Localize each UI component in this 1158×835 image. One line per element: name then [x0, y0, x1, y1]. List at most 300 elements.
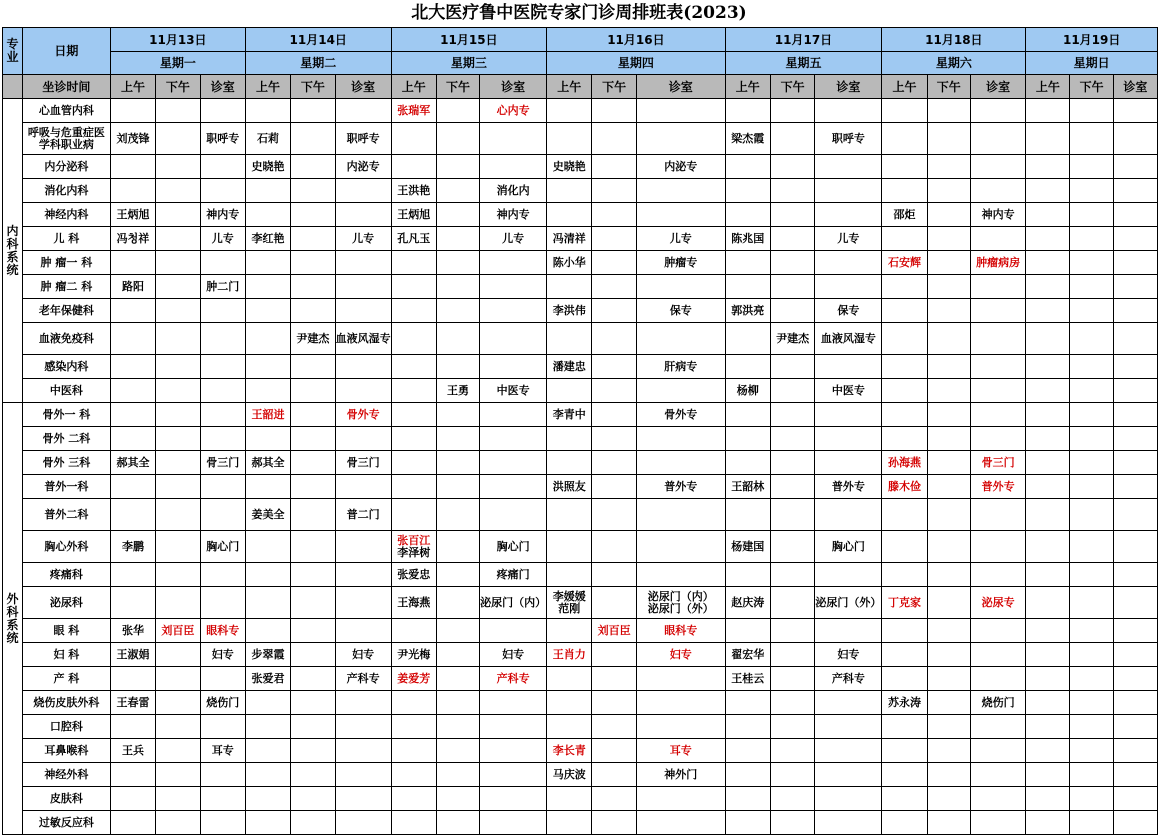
doctor-cell	[927, 179, 970, 203]
doctor-cell	[291, 715, 335, 739]
doctor-cell	[291, 123, 335, 155]
doctor-cell	[592, 451, 636, 475]
clinic-room-cell	[335, 355, 391, 379]
table-row	[3, 451, 1158, 475]
doctor-cell	[436, 691, 479, 715]
clinic-room-cell: 血液风湿专	[335, 323, 391, 355]
clinic-room-cell: 妇专	[815, 643, 882, 667]
clinic-room-cell: 神内专	[200, 203, 245, 227]
doctor-cell	[245, 179, 290, 203]
clinic-room-cell	[200, 99, 245, 123]
doctor-cell	[1026, 563, 1070, 587]
doctor-cell	[547, 451, 592, 475]
clinic-room-cell	[1113, 643, 1157, 667]
doctor-cell	[1070, 715, 1113, 739]
clinic-room-cell	[636, 203, 725, 227]
slot-header-pm: 下午	[770, 75, 814, 99]
table-row	[3, 811, 1158, 835]
doctor-cell	[1026, 811, 1070, 835]
doctor-cell	[156, 251, 200, 275]
clinic-room-cell	[815, 179, 882, 203]
clinic-room-cell	[636, 379, 725, 403]
doctor-cell	[1026, 643, 1070, 667]
doctor-cell: 石莉	[245, 123, 290, 155]
clinic-room-cell	[636, 123, 725, 155]
doctor-cell	[725, 403, 770, 427]
doctor-cell: 尹建杰	[291, 323, 335, 355]
doctor-cell	[245, 475, 290, 499]
doctor-cell: 陈小华	[547, 251, 592, 275]
table-row	[3, 99, 1158, 123]
day-weekday: 星期日	[1026, 52, 1158, 75]
doctor-cell	[725, 251, 770, 275]
doctor-cell	[245, 691, 290, 715]
doctor-cell	[1026, 123, 1070, 155]
doctor-cell: 邵炬	[882, 203, 927, 227]
doctor-cell: 王洪艳	[391, 179, 436, 203]
doctor-cell	[110, 155, 155, 179]
clinic-room-cell	[200, 155, 245, 179]
doctor-cell	[391, 379, 436, 403]
doctor-cell	[291, 427, 335, 451]
doctor-cell	[927, 499, 970, 531]
clinic-room-cell: 保专	[636, 299, 725, 323]
doctor-cell	[156, 739, 200, 763]
doctor-cell	[882, 355, 927, 379]
clinic-room-cell: 神外门	[636, 763, 725, 787]
clinic-room-cell	[335, 739, 391, 763]
doctor-cell: 张爱忠	[391, 563, 436, 587]
slot-header-pm: 下午	[927, 75, 970, 99]
department-name: 儿 科	[22, 227, 110, 251]
doctor-cell	[291, 179, 335, 203]
clinic-room-cell	[1113, 275, 1157, 299]
clinic-room-cell: 神内专	[480, 203, 547, 227]
day-date: 11月18日	[882, 28, 1026, 52]
doctor-cell	[1026, 251, 1070, 275]
doctor-cell	[291, 299, 335, 323]
doctor-cell	[725, 99, 770, 123]
doctor-cell	[592, 427, 636, 451]
doctor-cell	[110, 179, 155, 203]
doctor-cell: 杨建国	[725, 531, 770, 563]
doctor-cell	[770, 227, 814, 251]
doctor-cell	[927, 227, 970, 251]
doctor-cell	[592, 811, 636, 835]
doctor-cell	[291, 355, 335, 379]
doctor-cell	[770, 667, 814, 691]
doctor-cell	[245, 715, 290, 739]
doctor-cell: 步翠霞	[245, 643, 290, 667]
table-row	[3, 299, 1158, 323]
clinic-room-cell: 产科专	[335, 667, 391, 691]
doctor-cell	[156, 763, 200, 787]
doctor-cell	[1026, 691, 1070, 715]
clinic-room-cell	[815, 427, 882, 451]
doctor-cell	[436, 811, 479, 835]
department-name: 口腔科	[22, 715, 110, 739]
doctor-cell	[1070, 475, 1113, 499]
doctor-cell	[436, 451, 479, 475]
clinic-room-cell	[1113, 355, 1157, 379]
clinic-room-cell	[1113, 227, 1157, 251]
clinic-room-cell	[335, 587, 391, 619]
doctor-cell	[927, 531, 970, 563]
doctor-cell	[1070, 403, 1113, 427]
table-row	[3, 691, 1158, 715]
clinic-room-cell	[1113, 667, 1157, 691]
doctor-cell	[110, 787, 155, 811]
clinic-room-cell	[970, 123, 1025, 155]
doctor-cell	[927, 619, 970, 643]
doctor-cell	[882, 379, 927, 403]
doctor-cell	[882, 563, 927, 587]
doctor-cell	[770, 203, 814, 227]
doctor-cell	[547, 427, 592, 451]
clinic-room-cell	[200, 587, 245, 619]
clinic-room-cell: 内泌专	[636, 155, 725, 179]
doctor-cell	[436, 739, 479, 763]
clinic-room-cell	[970, 811, 1025, 835]
doctor-cell	[245, 251, 290, 275]
doctor-cell	[592, 403, 636, 427]
department-name: 骨外 三科	[22, 451, 110, 475]
clinic-room-cell: 妇专	[636, 643, 725, 667]
clinic-room-cell	[1113, 299, 1157, 323]
doctor-cell	[882, 323, 927, 355]
doctor-cell	[391, 123, 436, 155]
doctor-cell	[291, 811, 335, 835]
doctor-cell	[725, 451, 770, 475]
doctor-cell	[927, 587, 970, 619]
doctor-cell: 王兵	[110, 739, 155, 763]
doctor-cell	[547, 99, 592, 123]
doctor-cell	[882, 99, 927, 123]
doctor-cell	[436, 275, 479, 299]
clinic-room-cell	[335, 179, 391, 203]
clinic-room-cell	[815, 499, 882, 531]
doctor-cell	[770, 691, 814, 715]
clinic-room-cell	[335, 531, 391, 563]
doctor-cell	[245, 563, 290, 587]
doctor-cell	[725, 179, 770, 203]
doctor-cell	[156, 667, 200, 691]
clinic-room-cell	[480, 155, 547, 179]
clinic-room-cell	[636, 691, 725, 715]
doctor-cell: 王韶进	[245, 403, 290, 427]
doctor-cell	[245, 587, 290, 619]
doctor-cell	[882, 531, 927, 563]
doctor-cell	[291, 379, 335, 403]
clinic-room-cell	[970, 763, 1025, 787]
clinic-room-cell	[335, 299, 391, 323]
doctor-cell	[1070, 587, 1113, 619]
clinic-room-cell: 泌尿门（内）	[480, 587, 547, 619]
doctor-cell	[291, 275, 335, 299]
clinic-room-cell: 泌尿门（内） 泌尿门（外）	[636, 587, 725, 619]
doctor-cell: 李长青	[547, 739, 592, 763]
doctor-cell	[547, 563, 592, 587]
doctor-cell	[927, 451, 970, 475]
doctor-cell	[770, 179, 814, 203]
clinic-room-cell	[636, 179, 725, 203]
doctor-cell	[436, 475, 479, 499]
doctor-cell	[770, 499, 814, 531]
doctor-cell	[927, 323, 970, 355]
doctor-cell	[245, 739, 290, 763]
doctor-cell	[770, 563, 814, 587]
doctor-cell	[1026, 379, 1070, 403]
doctor-cell	[725, 427, 770, 451]
doctor-cell	[770, 739, 814, 763]
doctor-cell: 孙海燕	[882, 451, 927, 475]
doctor-cell	[770, 299, 814, 323]
clinic-room-cell	[970, 739, 1025, 763]
clinic-room-cell	[970, 619, 1025, 643]
doctor-cell	[770, 427, 814, 451]
doctor-cell	[156, 203, 200, 227]
clinic-room-cell: 血液风湿专	[815, 323, 882, 355]
slot-header-am: 上午	[245, 75, 290, 99]
doctor-cell	[1070, 179, 1113, 203]
doctor-cell	[436, 531, 479, 563]
day-weekday: 星期五	[725, 52, 882, 75]
doctor-cell	[110, 99, 155, 123]
doctor-cell	[592, 531, 636, 563]
doctor-cell	[882, 811, 927, 835]
doctor-cell	[436, 667, 479, 691]
doctor-cell	[110, 323, 155, 355]
doctor-cell	[927, 763, 970, 787]
doctor-cell	[770, 619, 814, 643]
doctor-cell	[1070, 203, 1113, 227]
department-name: 耳鼻喉科	[22, 739, 110, 763]
clinic-room-cell	[200, 427, 245, 451]
doctor-cell	[927, 691, 970, 715]
doctor-cell	[927, 155, 970, 179]
doctor-cell: 郝其全	[245, 451, 290, 475]
slot-header-am: 上午	[391, 75, 436, 99]
clinic-room-cell: 职呼专	[200, 123, 245, 155]
doctor-cell	[725, 355, 770, 379]
clinic-room-cell	[200, 179, 245, 203]
doctor-cell	[436, 403, 479, 427]
department-name: 血液免疫科	[22, 323, 110, 355]
doctor-cell	[391, 275, 436, 299]
clinic-room-cell	[815, 563, 882, 587]
doctor-cell	[110, 715, 155, 739]
clinic-room-cell	[970, 787, 1025, 811]
doctor-cell	[1026, 499, 1070, 531]
doctor-cell	[156, 531, 200, 563]
doctor-cell	[245, 531, 290, 563]
clinic-room-cell	[1113, 691, 1157, 715]
doctor-cell	[592, 203, 636, 227]
table-row	[3, 475, 1158, 499]
clinic-room-cell: 骨外专	[636, 403, 725, 427]
doctor-cell	[592, 355, 636, 379]
department-name: 眼 科	[22, 619, 110, 643]
doctor-cell: 石安辉	[882, 251, 927, 275]
doctor-cell	[391, 251, 436, 275]
clinic-room-cell	[1113, 811, 1157, 835]
table-row	[3, 499, 1158, 531]
doctor-cell	[1070, 763, 1113, 787]
department-name: 老年保健科	[22, 299, 110, 323]
doctor-cell	[770, 251, 814, 275]
doctor-cell	[927, 427, 970, 451]
doctor-cell	[592, 667, 636, 691]
clinic-room-cell	[480, 299, 547, 323]
department-name: 呼吸与危重症医学科职业病	[22, 123, 110, 155]
doctor-cell	[1026, 403, 1070, 427]
doctor-cell	[291, 499, 335, 531]
doctor-cell: 马庆波	[547, 763, 592, 787]
clinic-room-cell: 肿瘤专	[636, 251, 725, 275]
clinic-room-cell	[970, 643, 1025, 667]
doctor-cell	[770, 531, 814, 563]
doctor-cell	[291, 787, 335, 811]
slot-header-pm: 下午	[592, 75, 636, 99]
clinic-room-cell	[480, 323, 547, 355]
doctor-cell	[245, 275, 290, 299]
clinic-room-cell	[1113, 763, 1157, 787]
clinic-room-cell	[970, 99, 1025, 123]
clinic-room-cell: 产科专	[815, 667, 882, 691]
doctor-cell	[1070, 563, 1113, 587]
doctor-cell	[547, 123, 592, 155]
doctor-cell	[436, 643, 479, 667]
day-date: 11月17日	[725, 28, 882, 52]
clinic-room-cell	[480, 355, 547, 379]
table-row	[3, 763, 1158, 787]
clinic-room-cell: 胸心门	[815, 531, 882, 563]
doctor-cell	[547, 179, 592, 203]
clinic-room-cell: 儿专	[335, 227, 391, 251]
doctor-cell	[156, 155, 200, 179]
doctor-cell	[291, 475, 335, 499]
table-row	[3, 251, 1158, 275]
doctor-cell: 冯청祥	[110, 227, 155, 251]
slot-header-pm: 下午	[291, 75, 335, 99]
doctor-cell	[436, 323, 479, 355]
doctor-cell: 李鹏	[110, 531, 155, 563]
doctor-cell	[391, 763, 436, 787]
clinic-room-cell	[480, 763, 547, 787]
doctor-cell	[291, 99, 335, 123]
table-row	[3, 155, 1158, 179]
clinic-room-cell	[970, 323, 1025, 355]
doctor-cell	[770, 787, 814, 811]
doctor-cell	[725, 203, 770, 227]
doctor-cell	[1026, 587, 1070, 619]
doctor-cell	[156, 787, 200, 811]
clinic-room-cell	[815, 739, 882, 763]
clinic-room-cell	[335, 811, 391, 835]
clinic-room-cell: 耳专	[636, 739, 725, 763]
clinic-room-cell	[480, 451, 547, 475]
date-header: 日期	[22, 28, 110, 75]
doctor-cell	[547, 811, 592, 835]
clinic-room-cell: 妇专	[480, 643, 547, 667]
specialty-header: 专业	[3, 28, 23, 75]
doctor-cell	[156, 99, 200, 123]
doctor-cell	[1070, 531, 1113, 563]
day-date: 11月14日	[245, 28, 391, 52]
doctor-cell	[291, 451, 335, 475]
slot-header-am: 上午	[725, 75, 770, 99]
doctor-cell	[770, 155, 814, 179]
doctor-cell: 尹光梅	[391, 643, 436, 667]
table-row	[3, 403, 1158, 427]
doctor-cell	[1070, 123, 1113, 155]
clinic-room-cell	[1113, 587, 1157, 619]
doctor-cell	[770, 355, 814, 379]
doctor-cell	[436, 763, 479, 787]
clinic-room-cell	[636, 275, 725, 299]
doctor-cell	[245, 619, 290, 643]
doctor-cell	[1070, 251, 1113, 275]
clinic-room-cell	[200, 323, 245, 355]
doctor-cell	[436, 99, 479, 123]
clinic-room-cell	[1113, 563, 1157, 587]
doctor-cell	[592, 323, 636, 355]
doctor-cell	[110, 299, 155, 323]
doctor-cell	[391, 475, 436, 499]
department-name: 内分泌科	[22, 155, 110, 179]
clinic-room-cell	[1113, 531, 1157, 563]
doctor-cell	[927, 739, 970, 763]
clinic-room-cell: 耳专	[200, 739, 245, 763]
day-date: 11月16日	[547, 28, 725, 52]
doctor-cell	[770, 123, 814, 155]
doctor-cell	[156, 227, 200, 251]
table-row	[3, 227, 1158, 251]
doctor-cell	[245, 99, 290, 123]
doctor-cell	[1070, 619, 1113, 643]
doctor-cell	[927, 475, 970, 499]
clinic-room-cell	[970, 531, 1025, 563]
doctor-cell	[882, 619, 927, 643]
doctor-cell	[725, 691, 770, 715]
doctor-cell	[391, 299, 436, 323]
clinic-room-cell	[480, 739, 547, 763]
table-row	[3, 123, 1158, 155]
doctor-cell	[1026, 451, 1070, 475]
doctor-cell: 潘建忠	[547, 355, 592, 379]
doctor-cell	[1070, 299, 1113, 323]
clinic-room-cell: 普二门	[335, 499, 391, 531]
clinic-room-cell	[815, 787, 882, 811]
clinic-room-cell	[970, 179, 1025, 203]
doctor-cell	[592, 99, 636, 123]
clinic-room-cell: 神内专	[970, 203, 1025, 227]
clinic-room-cell	[200, 475, 245, 499]
doctor-cell	[436, 427, 479, 451]
doctor-cell	[156, 379, 200, 403]
doctor-cell	[592, 563, 636, 587]
table-row	[3, 427, 1158, 451]
table-row	[3, 275, 1158, 299]
table-row	[3, 179, 1158, 203]
doctor-cell	[547, 667, 592, 691]
doctor-cell	[1026, 299, 1070, 323]
clinic-room-cell	[636, 499, 725, 531]
clinic-room-cell	[970, 227, 1025, 251]
doctor-cell	[436, 619, 479, 643]
department-name: 普外一科	[22, 475, 110, 499]
doctor-cell	[882, 715, 927, 739]
